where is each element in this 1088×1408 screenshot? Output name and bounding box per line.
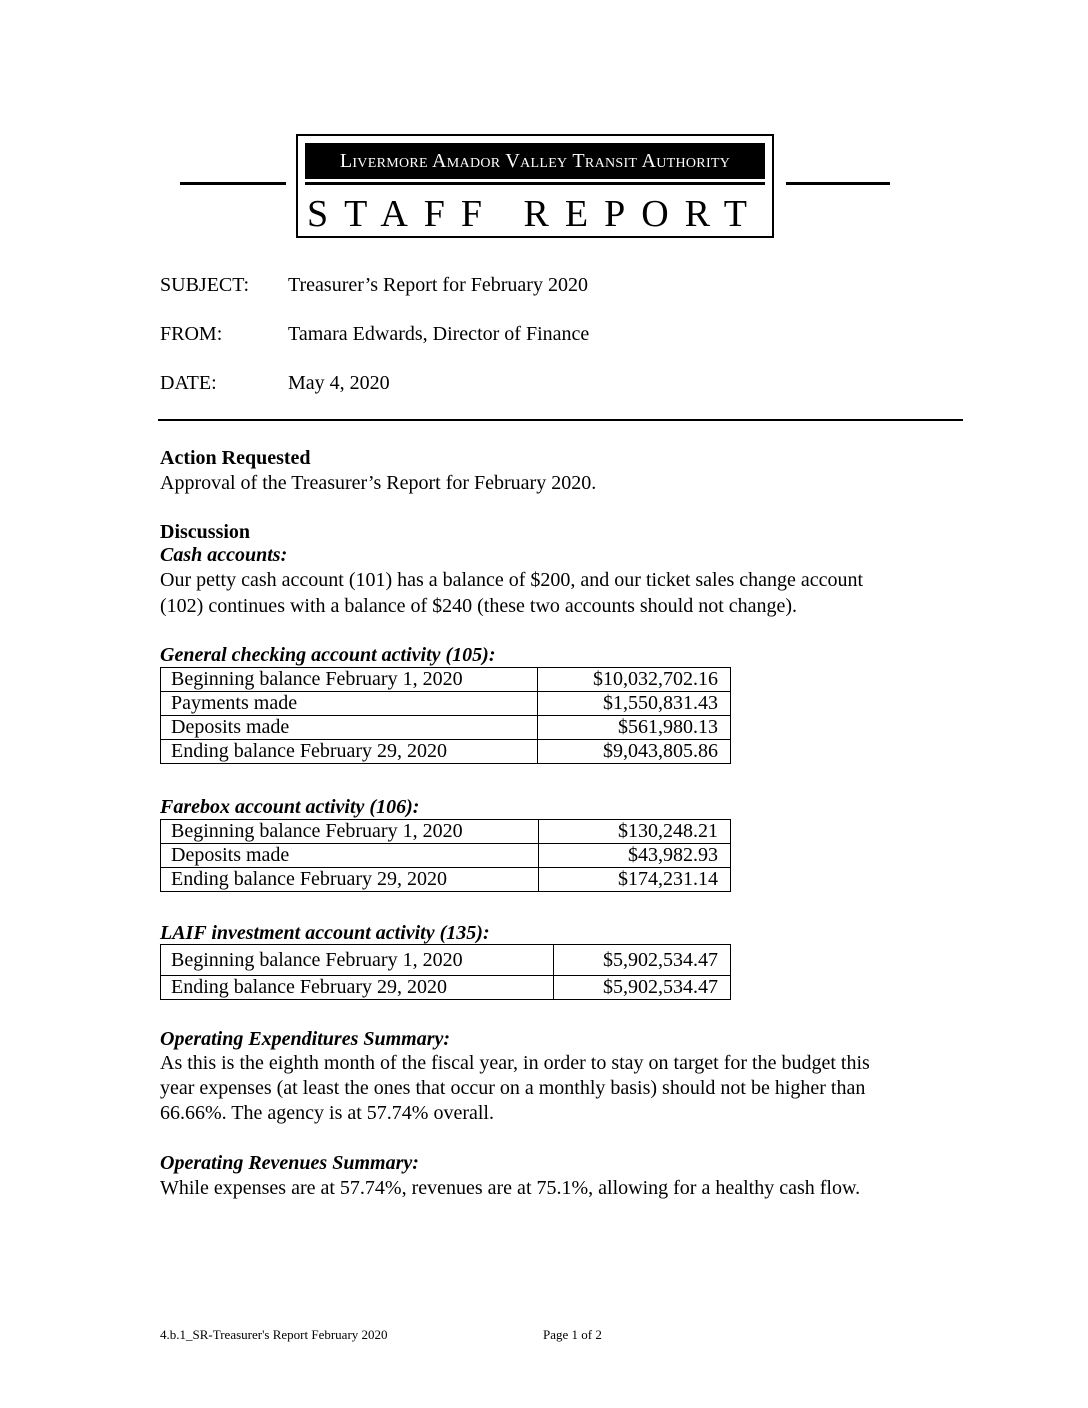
table-row (161, 692, 731, 716)
from-label: FROM: (160, 323, 223, 345)
row-amount: $9,043,805.86 (538, 740, 731, 764)
row-label: Payments made (161, 692, 538, 716)
farebox-heading: Farebox account activity (106): (160, 796, 420, 818)
row-amount: $174,231.14 (538, 868, 730, 892)
laif-heading: LAIF investment account activity (135): (160, 922, 490, 944)
letterhead (296, 134, 774, 238)
subject-label: SUBJECT: (160, 274, 250, 296)
general-checking-heading: General checking account activity (105): (160, 644, 496, 666)
table-row (161, 820, 731, 844)
table-row (161, 844, 731, 868)
action-text: Approval of the Treasurer’s Report for February 2020. (160, 472, 597, 494)
table-row (161, 976, 731, 1000)
cash-accounts-line-1: Our petty cash account (101) has a balance of $200, and our ticket sales change account (160, 569, 864, 591)
row-amount: $561,980.13 (538, 716, 731, 740)
organization-name: Livermore Amador Valley Transit Authority (305, 143, 765, 179)
table-row (161, 716, 731, 740)
row-label: Beginning balance February 1, 2020 (161, 820, 539, 844)
row-label: Ending balance February 29, 2020 (161, 740, 538, 764)
row-label: Deposits made (161, 716, 538, 740)
action-heading: Action Requested (160, 447, 311, 469)
general-checking-table (160, 667, 731, 764)
letterhead-rule-right (786, 182, 890, 185)
letterhead-divider (305, 182, 765, 185)
expenditures-line-3: 66.66%. The agency is at 57.74% overall. (160, 1102, 494, 1124)
date-value: May 4, 2020 (288, 372, 390, 394)
cash-accounts-line-2: (102) continues with a balance of $240 (these two accounts should not change). (160, 595, 798, 617)
farebox-table (160, 819, 731, 892)
date-label: DATE: (160, 372, 217, 394)
row-amount: $5,902,534.47 (554, 945, 731, 976)
table-row (161, 668, 731, 692)
table-row (161, 868, 731, 892)
revenues-heading: Operating Revenues Summary: (160, 1152, 419, 1174)
row-label: Ending balance February 29, 2020 (161, 976, 554, 1000)
expenditures-heading: Operating Expenditures Summary: (160, 1028, 451, 1050)
row-label: Deposits made (161, 844, 539, 868)
revenues-line-1: While expenses are at 57.74%, revenues are at 75.1%, allowing for a healthy cash flow. (160, 1177, 861, 1199)
laif-table (160, 944, 731, 1000)
letterhead-rule-left (180, 182, 286, 185)
row-amount: $5,902,534.47 (554, 976, 731, 1000)
row-amount: $10,032,702.16 (538, 668, 731, 692)
row-amount: $43,982.93 (538, 844, 730, 868)
row-amount: $1,550,831.43 (538, 692, 731, 716)
footer-page-number: Page 1 of 2 (543, 1327, 602, 1342)
table-row (161, 740, 731, 764)
subject-value: Treasurer’s Report for February 2020 (288, 274, 588, 296)
expenditures-line-1: As this is the eighth month of the fiscal year, in order to stay on target for the budget this (160, 1052, 870, 1074)
discussion-heading: Discussion (160, 521, 251, 543)
row-label: Ending balance February 29, 2020 (161, 868, 539, 892)
expenditures-line-2: year expenses (at least the ones that occur on a monthly basis) should not be higher than (160, 1077, 866, 1099)
table-row (161, 945, 731, 976)
row-label: Beginning balance February 1, 2020 (161, 945, 554, 976)
cash-accounts-heading: Cash accounts: (160, 544, 288, 566)
report-title: STAFF REPORT (307, 193, 763, 235)
row-label: Beginning balance February 1, 2020 (161, 668, 538, 692)
from-value: Tamara Edwards, Director of Finance (288, 323, 590, 345)
memo-divider (158, 419, 963, 421)
row-amount: $130,248.21 (538, 820, 730, 844)
footer-document-name: 4.b.1_SR-Treasurer's Report February 2020 (160, 1327, 388, 1342)
